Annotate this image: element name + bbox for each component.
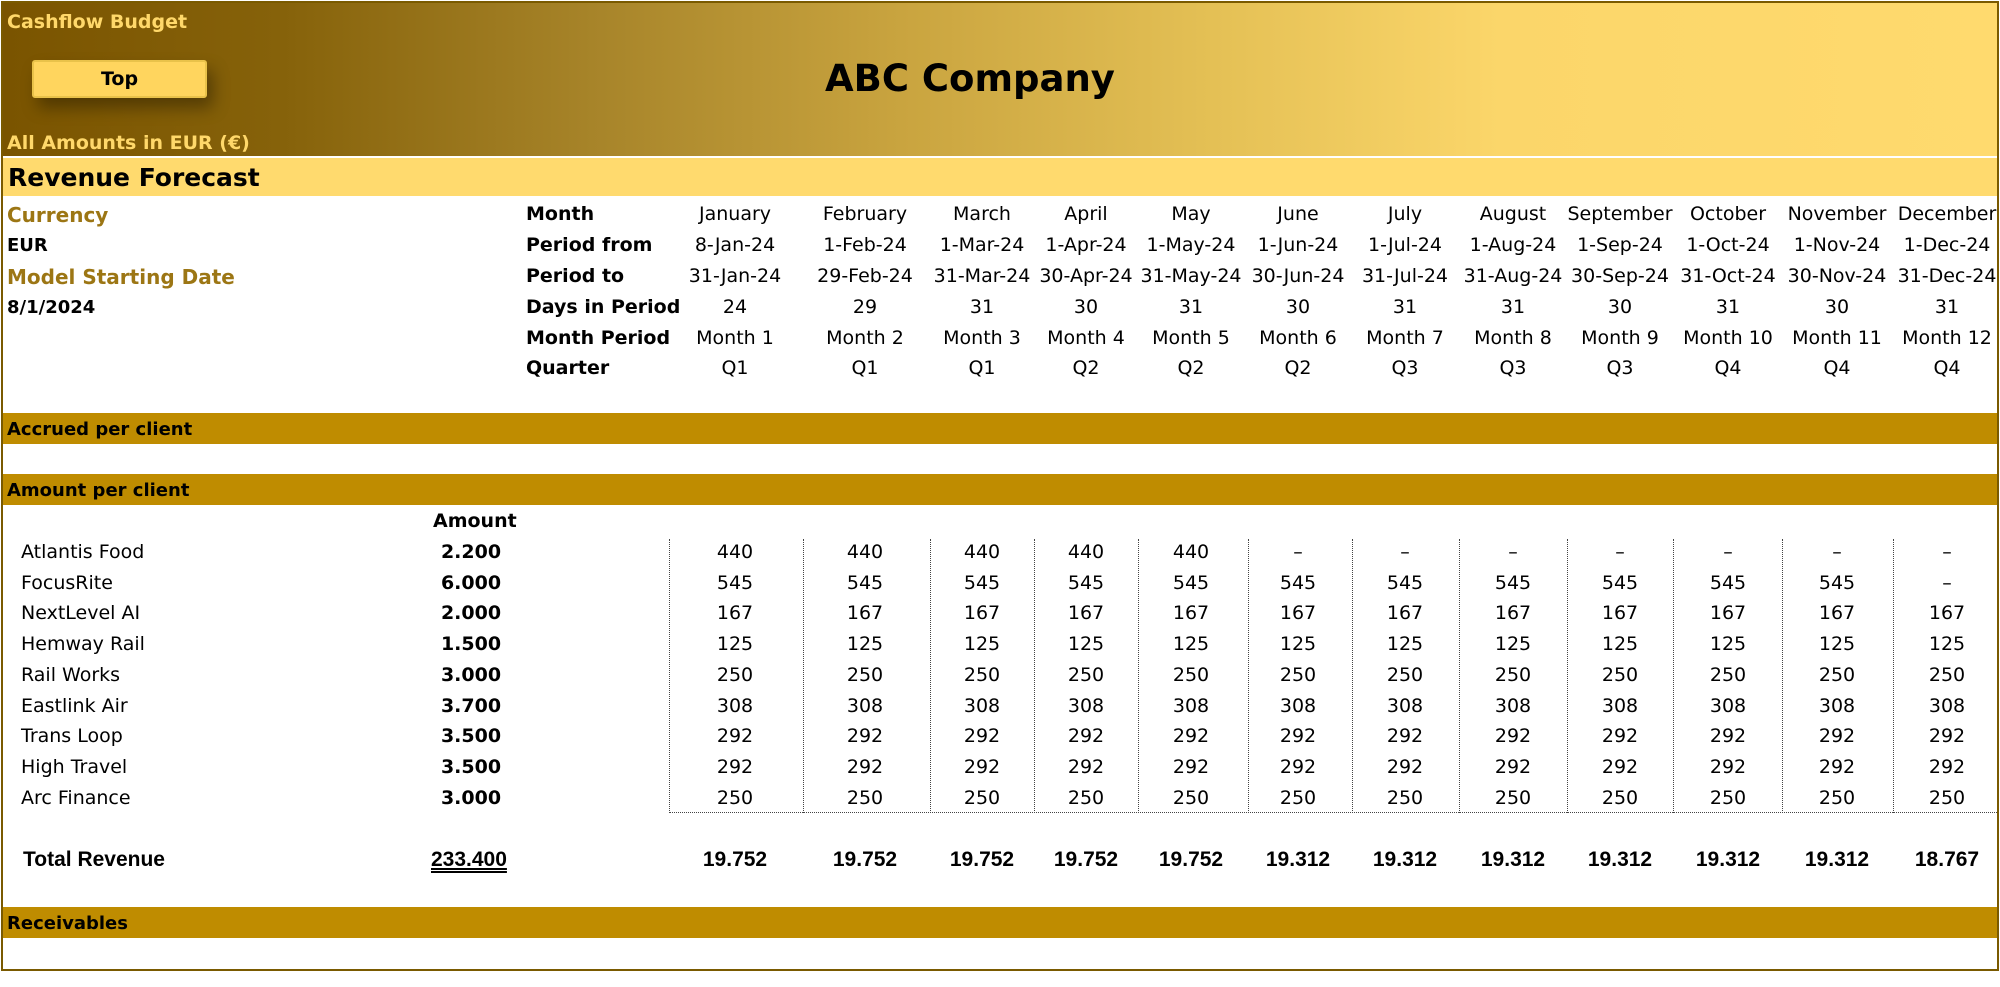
client-month-value[interactable]: 292 xyxy=(1172,755,1210,778)
client-month-value[interactable]: 292 xyxy=(846,755,884,778)
client-month-value[interactable]: 250 xyxy=(1601,786,1639,809)
client-month-value[interactable]: 125 xyxy=(963,633,1001,656)
row-label-days: Days in Period xyxy=(526,296,681,318)
client-month-value[interactable]: 125 xyxy=(1709,633,1747,656)
period-from-cell[interactable]: 1-Feb-24 xyxy=(823,234,907,256)
quarter-cell[interactable]: Q1 xyxy=(968,357,996,379)
client-month-value[interactable]: 545 xyxy=(1601,571,1639,594)
days-in-period-cell[interactable]: 31 xyxy=(1500,296,1526,318)
client-month-value[interactable]: – xyxy=(1942,541,1952,563)
client-amount[interactable]: 1.500 xyxy=(440,633,502,656)
client-month-value[interactable]: 250 xyxy=(1279,786,1317,809)
row-label-period-from: Period from xyxy=(526,234,653,256)
client-name[interactable]: Arc Finance xyxy=(21,786,131,809)
client-month-value[interactable]: 167 xyxy=(1386,602,1424,625)
total-revenue-label: Total Revenue xyxy=(23,848,165,871)
client-month-value[interactable]: 292 xyxy=(1818,725,1856,748)
days-in-period-cell[interactable]: 29 xyxy=(852,296,878,318)
month-period-cell[interactable]: Month 3 xyxy=(943,327,1021,349)
client-month-value[interactable]: 125 xyxy=(1386,633,1424,656)
client-month-value[interactable]: 250 xyxy=(1818,786,1856,809)
days-in-period-cell[interactable]: 30 xyxy=(1607,296,1633,318)
client-month-value[interactable]: 545 xyxy=(1386,571,1424,594)
band-amount-label: Amount per client xyxy=(7,480,190,501)
month-period-cell[interactable]: Month 5 xyxy=(1152,327,1230,349)
month-period-cell[interactable]: Month 8 xyxy=(1474,327,1552,349)
period-from-cell[interactable]: 8-Jan-24 xyxy=(694,234,776,256)
client-month-value[interactable]: 545 xyxy=(963,571,1001,594)
quarter-cell[interactable]: Q1 xyxy=(721,357,749,379)
grid-divider xyxy=(803,539,804,813)
client-month-value[interactable]: 292 xyxy=(1818,755,1856,778)
currency-label: Currency xyxy=(7,203,109,227)
client-month-value[interactable]: 308 xyxy=(1928,694,1966,717)
period-from-cell[interactable]: 1-Aug-24 xyxy=(1469,234,1557,256)
client-month-value[interactable]: 250 xyxy=(846,663,884,686)
quarter-cell[interactable]: Q3 xyxy=(1606,357,1634,379)
client-month-value[interactable]: 250 xyxy=(1709,663,1747,686)
month-period-cell[interactable]: Month 9 xyxy=(1581,327,1659,349)
client-month-value[interactable]: 167 xyxy=(1818,602,1856,625)
client-month-value[interactable]: 125 xyxy=(846,633,884,656)
company-name: ABC Company xyxy=(825,57,1115,100)
client-month-value[interactable]: 545 xyxy=(1709,571,1747,594)
client-month-value[interactable]: 308 xyxy=(846,694,884,717)
period-to-cell[interactable]: 31-Oct-24 xyxy=(1680,265,1776,287)
row-label-period-to: Period to xyxy=(526,265,625,287)
client-month-value[interactable]: 250 xyxy=(1067,786,1105,809)
client-month-value[interactable]: 308 xyxy=(1818,694,1856,717)
total-month-value: 19.752 xyxy=(832,848,898,871)
total-month-value: 19.312 xyxy=(1804,848,1870,871)
client-month-value[interactable]: 292 xyxy=(1172,725,1210,748)
client-month-value[interactable]: 125 xyxy=(1601,633,1639,656)
period-from-cell[interactable]: 1-Mar-24 xyxy=(939,234,1025,256)
month-name-cell[interactable]: June xyxy=(1277,203,1319,225)
grid-bottom-line xyxy=(669,812,1999,813)
quarter-cell[interactable]: Q2 xyxy=(1177,357,1205,379)
row-label-month-period: Month Period xyxy=(526,327,671,349)
band-accrued-label: Accrued per client xyxy=(7,419,193,440)
client-amount[interactable]: 3.500 xyxy=(440,755,502,778)
client-month-value[interactable]: 308 xyxy=(963,694,1001,717)
client-month-value[interactable]: 292 xyxy=(1928,755,1966,778)
period-from-cell[interactable]: 1-Apr-24 xyxy=(1045,234,1127,256)
days-in-period-cell[interactable]: 31 xyxy=(1392,296,1418,318)
top-button[interactable]: Top xyxy=(32,60,207,98)
client-month-value[interactable]: 440 xyxy=(1067,541,1105,563)
amount-column-header: Amount xyxy=(433,510,517,532)
client-month-value[interactable]: 125 xyxy=(1928,633,1966,656)
client-month-value[interactable]: 250 xyxy=(1928,663,1966,686)
period-from-cell[interactable]: 1-Sep-24 xyxy=(1577,234,1663,256)
client-month-value[interactable]: – xyxy=(1400,541,1410,563)
month-name-cell[interactable]: December xyxy=(1897,203,1997,225)
client-month-value[interactable]: 250 xyxy=(1279,663,1317,686)
client-month-value[interactable]: 250 xyxy=(1601,663,1639,686)
section-title: Revenue Forecast xyxy=(8,163,260,192)
client-month-value[interactable]: 125 xyxy=(716,633,754,656)
client-month-value[interactable]: – xyxy=(1293,541,1303,563)
band-amount xyxy=(3,474,1999,505)
period-to-cell[interactable]: 30-Nov-24 xyxy=(1787,265,1887,287)
days-in-period-cell[interactable]: 30 xyxy=(1285,296,1311,318)
month-name-cell[interactable]: July xyxy=(1387,203,1423,225)
month-name-cell[interactable]: August xyxy=(1479,203,1547,225)
days-in-period-cell[interactable]: 31 xyxy=(969,296,995,318)
period-from-cell[interactable]: 1-Jun-24 xyxy=(1257,234,1339,256)
client-month-value[interactable]: 308 xyxy=(1067,694,1105,717)
client-month-value[interactable]: 292 xyxy=(1928,725,1966,748)
month-name-cell[interactable]: November xyxy=(1787,203,1887,225)
total-revenue-amount: 233.400 xyxy=(431,848,507,871)
client-month-value[interactable]: 125 xyxy=(1067,633,1105,656)
row-label-quarter: Quarter xyxy=(526,357,610,379)
band-receivables xyxy=(3,907,1999,938)
client-amount[interactable]: 3.000 xyxy=(440,663,502,686)
client-month-value[interactable]: 250 xyxy=(1386,663,1424,686)
period-to-cell[interactable]: 31-Jan-24 xyxy=(688,265,782,287)
client-month-value[interactable]: 292 xyxy=(1601,755,1639,778)
period-to-cell[interactable]: 30-Sep-24 xyxy=(1571,265,1669,287)
month-period-cell[interactable]: Month 11 xyxy=(1792,327,1882,349)
client-month-value[interactable]: 308 xyxy=(716,694,754,717)
client-month-value[interactable]: 292 xyxy=(1386,755,1424,778)
client-month-value[interactable]: – xyxy=(1723,541,1733,563)
currency-value[interactable]: EUR xyxy=(7,235,48,256)
client-month-value[interactable]: 167 xyxy=(1279,602,1317,625)
month-name-cell[interactable]: September xyxy=(1567,203,1673,225)
period-from-cell[interactable]: 1-Oct-24 xyxy=(1686,234,1770,256)
client-amount[interactable]: 3.500 xyxy=(440,725,502,748)
app-title: Cashflow Budget xyxy=(7,11,188,33)
days-in-period-cell[interactable]: 31 xyxy=(1715,296,1741,318)
client-month-value[interactable]: 125 xyxy=(1279,633,1317,656)
month-period-cell[interactable]: Month 6 xyxy=(1259,327,1337,349)
client-amount[interactable]: 2.000 xyxy=(440,602,502,625)
period-to-cell[interactable]: 30-Jun-24 xyxy=(1251,265,1345,287)
client-month-value[interactable]: 292 xyxy=(1067,725,1105,748)
client-month-value[interactable]: 125 xyxy=(1172,633,1210,656)
client-name[interactable]: NextLevel AI xyxy=(21,602,141,625)
client-month-value[interactable]: 250 xyxy=(1928,786,1966,809)
quarter-cell[interactable]: Q3 xyxy=(1391,357,1419,379)
quarter-cell[interactable]: Q4 xyxy=(1714,357,1742,379)
client-month-value[interactable]: 167 xyxy=(846,602,884,625)
client-month-value[interactable]: 250 xyxy=(1709,786,1747,809)
client-month-value[interactable]: – xyxy=(1508,541,1518,563)
client-month-value[interactable]: 167 xyxy=(1928,602,1966,625)
client-month-value[interactable]: 292 xyxy=(1067,755,1105,778)
start-date-value[interactable]: 8/1/2024 xyxy=(7,297,96,318)
client-month-value[interactable]: 308 xyxy=(1172,694,1210,717)
total-month-value: 19.312 xyxy=(1372,848,1438,871)
quarter-cell[interactable]: Q3 xyxy=(1499,357,1527,379)
client-month-value[interactable]: 250 xyxy=(1818,663,1856,686)
client-month-value[interactable]: 167 xyxy=(1067,602,1105,625)
client-name[interactable]: FocusRite xyxy=(21,571,113,594)
start-date-label: Model Starting Date xyxy=(7,265,235,289)
client-month-value[interactable]: 250 xyxy=(1386,786,1424,809)
period-to-cell[interactable]: 30-Apr-24 xyxy=(1039,265,1133,287)
quarter-cell[interactable]: Q2 xyxy=(1284,357,1312,379)
client-name[interactable]: Trans Loop xyxy=(21,725,123,748)
month-name-cell[interactable]: January xyxy=(698,203,772,225)
client-month-value[interactable]: 292 xyxy=(1279,755,1317,778)
client-month-value[interactable]: 250 xyxy=(716,663,754,686)
client-month-value[interactable]: – xyxy=(1942,571,1952,594)
month-period-cell[interactable]: Month 4 xyxy=(1047,327,1125,349)
client-amount[interactable]: 2.200 xyxy=(440,541,502,563)
client-month-value[interactable]: 292 xyxy=(1386,725,1424,748)
days-in-period-cell[interactable]: 24 xyxy=(722,296,748,318)
quarter-cell[interactable]: Q1 xyxy=(851,357,879,379)
client-month-value[interactable]: 292 xyxy=(846,725,884,748)
month-period-cell[interactable]: Month 10 xyxy=(1683,327,1773,349)
total-month-value: 19.752 xyxy=(1158,848,1224,871)
quarter-cell[interactable]: Q2 xyxy=(1072,357,1100,379)
client-month-value[interactable]: 167 xyxy=(1601,602,1639,625)
grid-divider xyxy=(669,539,670,813)
client-amount[interactable]: 6.000 xyxy=(440,571,502,594)
month-name-cell[interactable]: May xyxy=(1171,203,1211,225)
client-month-value[interactable]: 292 xyxy=(716,725,754,748)
client-month-value[interactable]: 440 xyxy=(963,541,1001,563)
client-amount[interactable]: 3.000 xyxy=(440,786,502,809)
client-month-value[interactable]: 292 xyxy=(1709,725,1747,748)
section-revenue-forecast xyxy=(3,158,1999,196)
days-in-period-cell[interactable]: 30 xyxy=(1824,296,1850,318)
period-from-cell[interactable]: 1-Dec-24 xyxy=(1903,234,1991,256)
month-period-cell[interactable]: Month 7 xyxy=(1366,327,1444,349)
client-name[interactable]: Rail Works xyxy=(21,663,121,686)
client-month-value[interactable]: 292 xyxy=(1601,725,1639,748)
client-month-value[interactable]: 167 xyxy=(1172,602,1210,625)
client-month-value[interactable]: 292 xyxy=(1494,725,1532,748)
month-name-cell[interactable]: April xyxy=(1064,203,1108,225)
client-month-value[interactable]: 545 xyxy=(1818,571,1856,594)
month-name-cell[interactable]: February xyxy=(822,203,908,225)
client-month-value[interactable]: 545 xyxy=(846,571,884,594)
client-month-value[interactable]: 292 xyxy=(963,725,1001,748)
total-month-value: 19.752 xyxy=(949,848,1015,871)
total-month-value: 18.767 xyxy=(1914,848,1980,871)
client-month-value[interactable]: 440 xyxy=(846,541,884,563)
period-from-cell[interactable]: 1-Jul-24 xyxy=(1368,234,1442,256)
client-month-value[interactable]: 545 xyxy=(1172,571,1210,594)
period-to-cell[interactable]: 29-Feb-24 xyxy=(817,265,913,287)
period-to-cell[interactable]: 31-Dec-24 xyxy=(1897,265,1997,287)
client-month-value[interactable]: 308 xyxy=(1709,694,1747,717)
client-month-value[interactable]: 308 xyxy=(1601,694,1639,717)
client-month-value[interactable]: 440 xyxy=(716,541,754,563)
client-month-value[interactable]: 545 xyxy=(1494,571,1532,594)
quarter-cell[interactable]: Q4 xyxy=(1823,357,1851,379)
client-month-value[interactable]: 308 xyxy=(1386,694,1424,717)
client-name[interactable]: Eastlink Air xyxy=(21,694,128,717)
days-in-period-cell[interactable]: 30 xyxy=(1073,296,1099,318)
client-month-value[interactable]: 292 xyxy=(716,755,754,778)
client-name[interactable]: High Travel xyxy=(21,755,128,778)
period-to-cell[interactable]: 31-Mar-24 xyxy=(933,265,1031,287)
client-month-value[interactable]: 292 xyxy=(963,755,1001,778)
client-amount[interactable]: 3.700 xyxy=(440,694,502,717)
client-month-value[interactable]: 250 xyxy=(963,663,1001,686)
client-month-value[interactable]: 292 xyxy=(1709,755,1747,778)
amounts-note: All Amounts in EUR (€) xyxy=(7,132,250,154)
total-month-value: 19.752 xyxy=(1053,848,1119,871)
client-month-value[interactable]: 167 xyxy=(716,602,754,625)
band-accrued xyxy=(3,413,1999,444)
month-period-cell[interactable]: Month 1 xyxy=(696,327,774,349)
client-month-value[interactable]: 308 xyxy=(1494,694,1532,717)
days-in-period-cell[interactable]: 31 xyxy=(1934,296,1960,318)
quarter-cell[interactable]: Q4 xyxy=(1933,357,1961,379)
period-from-cell[interactable]: 1-May-24 xyxy=(1146,234,1236,256)
client-month-value[interactable]: 167 xyxy=(1494,602,1532,625)
total-month-value: 19.312 xyxy=(1480,848,1546,871)
client-month-value[interactable]: 250 xyxy=(846,786,884,809)
client-month-value[interactable]: 440 xyxy=(1172,541,1210,563)
client-month-value[interactable]: 250 xyxy=(1172,663,1210,686)
header-banner xyxy=(3,3,1999,156)
total-month-value: 19.312 xyxy=(1695,848,1761,871)
month-name-cell[interactable]: October xyxy=(1689,203,1767,225)
client-month-value[interactable]: 167 xyxy=(963,602,1001,625)
total-month-value: 19.312 xyxy=(1265,848,1331,871)
client-month-value[interactable]: – xyxy=(1832,541,1842,563)
period-to-cell[interactable]: 31-Aug-24 xyxy=(1463,265,1563,287)
client-month-value[interactable]: 125 xyxy=(1818,633,1856,656)
period-to-cell[interactable]: 31-Jul-24 xyxy=(1361,265,1449,287)
client-month-value[interactable]: 125 xyxy=(1494,633,1532,656)
client-month-value[interactable]: 250 xyxy=(1494,786,1532,809)
days-in-period-cell[interactable]: 31 xyxy=(1178,296,1204,318)
client-month-value[interactable]: 250 xyxy=(963,786,1001,809)
client-name[interactable]: Hemway Rail xyxy=(21,633,145,656)
spreadsheet-frame xyxy=(1,1,1999,971)
client-month-value[interactable]: 545 xyxy=(1279,571,1317,594)
client-month-value[interactable]: 545 xyxy=(1067,571,1105,594)
client-month-value[interactable]: 292 xyxy=(1494,755,1532,778)
client-month-value[interactable]: 545 xyxy=(716,571,754,594)
total-month-value: 19.752 xyxy=(702,848,768,871)
client-month-value[interactable]: 308 xyxy=(1279,694,1317,717)
band-receivables-label: Receivables xyxy=(7,913,128,934)
month-period-cell[interactable]: Month 2 xyxy=(826,327,904,349)
month-name-cell[interactable]: March xyxy=(953,203,1011,225)
period-to-cell[interactable]: 31-May-24 xyxy=(1140,265,1242,287)
row-label-month: Month xyxy=(526,203,595,225)
client-month-value[interactable]: 250 xyxy=(1067,663,1105,686)
client-month-value[interactable]: – xyxy=(1615,541,1625,563)
client-name[interactable]: Atlantis Food xyxy=(21,541,145,563)
total-month-value: 19.312 xyxy=(1587,848,1653,871)
period-from-cell[interactable]: 1-Nov-24 xyxy=(1793,234,1881,256)
client-month-value[interactable]: 292 xyxy=(1279,725,1317,748)
client-month-value[interactable]: 250 xyxy=(1494,663,1532,686)
month-period-cell[interactable]: Month 12 xyxy=(1902,327,1992,349)
client-month-value[interactable]: 250 xyxy=(716,786,754,809)
client-month-value[interactable]: 250 xyxy=(1172,786,1210,809)
client-month-value[interactable]: 167 xyxy=(1709,602,1747,625)
